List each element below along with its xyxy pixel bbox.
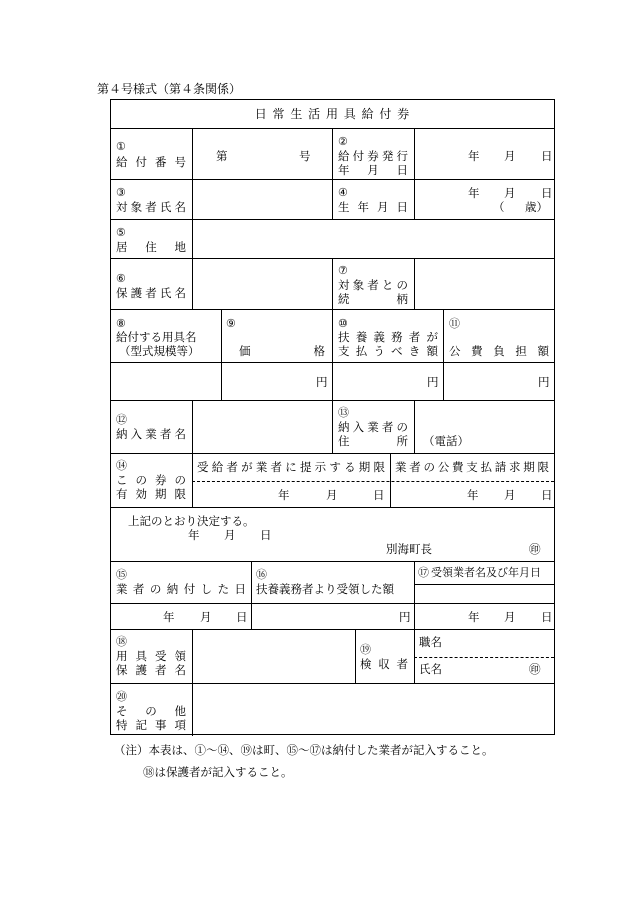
validity2-year-unit: 年 bbox=[467, 488, 479, 502]
col-divider bbox=[192, 453, 193, 507]
vendor-address-label: 納入業者の bbox=[338, 420, 408, 434]
inspector-name-label: 氏名 bbox=[419, 662, 442, 676]
field-number: ⑪ bbox=[449, 317, 460, 330]
col-divider bbox=[192, 629, 193, 736]
voucher-number-dai: 第 bbox=[216, 149, 228, 163]
field-number: ③ bbox=[116, 186, 126, 199]
col-divider bbox=[414, 128, 415, 219]
voucher-form bbox=[110, 99, 555, 735]
age-open: （ bbox=[493, 200, 505, 214]
delivery-month-unit: 月 bbox=[200, 610, 212, 624]
field-number: ② bbox=[338, 135, 348, 148]
other-remarks-label: 特記事項 bbox=[116, 718, 186, 732]
col-divider bbox=[332, 258, 333, 309]
row-divider bbox=[111, 629, 554, 630]
received-amount-label: 扶養義務者より受領した額 bbox=[256, 582, 394, 596]
receipt-month-unit: 月 bbox=[504, 610, 516, 624]
col-divider bbox=[414, 400, 415, 453]
col-divider bbox=[355, 629, 356, 683]
col-divider bbox=[192, 400, 193, 453]
mayor-label: 別海町長 bbox=[386, 542, 432, 556]
row-divider bbox=[111, 219, 554, 220]
item-spec-label: （型式規模等） bbox=[119, 344, 200, 358]
field-number: ⑲ bbox=[360, 643, 371, 656]
note-line-2: ⑱は保護者が記入すること。 bbox=[143, 765, 293, 779]
field-number: ⑨ bbox=[226, 317, 236, 330]
public-burden-label: 公費負担額 bbox=[449, 344, 549, 358]
mayor-seal: ㊞ bbox=[529, 542, 541, 556]
field-number: ⑧ bbox=[116, 317, 126, 330]
issue-year-unit: 年 bbox=[468, 149, 480, 163]
vendor-name-label: 納入業者名 bbox=[116, 427, 186, 441]
address-label: 居住地 bbox=[116, 240, 186, 254]
col-divider bbox=[221, 309, 222, 400]
vendor-address-label-2: 住所 bbox=[338, 434, 408, 448]
guardian-name-label: 保護者氏名 bbox=[116, 286, 186, 300]
voucher-number-label: 給付番号 bbox=[116, 155, 186, 169]
delivery-day-unit: 日 bbox=[236, 610, 248, 624]
obligor-amount-label-2: 支払うべき額 bbox=[338, 344, 438, 358]
row-divider bbox=[414, 584, 554, 585]
field-number: ④ bbox=[338, 186, 348, 199]
inspector-seal: ㊞ bbox=[529, 662, 541, 676]
decision-text: 上記のとおり決定する。 bbox=[128, 514, 255, 528]
field-number: ⑳ bbox=[116, 690, 127, 703]
field-number: ⑭ bbox=[116, 459, 127, 472]
received-yen-unit: 円 bbox=[399, 610, 411, 624]
validity2-day-unit: 日 bbox=[541, 488, 553, 502]
col-divider bbox=[332, 309, 333, 400]
field-number: ⑤ bbox=[116, 226, 126, 239]
dashed-divider bbox=[414, 657, 554, 658]
birth-year-unit: 年 bbox=[468, 186, 480, 200]
field-number: ⑩ bbox=[338, 317, 348, 330]
age-unit: 歳） bbox=[525, 200, 548, 214]
inspector-post-label: 職名 bbox=[419, 635, 442, 649]
decision-month-unit: 月 bbox=[224, 528, 236, 542]
birth-day-unit: 日 bbox=[541, 186, 553, 200]
validity-label: この券の bbox=[116, 473, 186, 487]
col-divider bbox=[192, 258, 193, 309]
col-divider bbox=[251, 561, 252, 629]
field-number: ⑱ bbox=[116, 635, 127, 648]
validity2-month-unit: 月 bbox=[504, 488, 516, 502]
receipt-day-unit: 日 bbox=[541, 610, 553, 624]
price-label: 価格 bbox=[239, 344, 325, 358]
validity1-day-unit: 日 bbox=[373, 488, 385, 502]
field-number: ⑫ bbox=[116, 413, 127, 426]
field-number: ⑯ bbox=[256, 568, 267, 581]
obligor-yen-unit: 円 bbox=[427, 375, 439, 389]
col-divider bbox=[414, 561, 415, 629]
relation-label: 対象者との bbox=[338, 278, 408, 292]
row-divider bbox=[111, 453, 554, 454]
validity1-month-unit: 月 bbox=[326, 488, 338, 502]
other-label: その他 bbox=[116, 704, 186, 718]
item-name-label: 給付する用具名 bbox=[116, 330, 197, 344]
row-divider bbox=[111, 561, 554, 562]
validity-claim-deadline-label: 業者の公費支払請求期限 bbox=[395, 460, 549, 474]
voucher-number-go: 号 bbox=[299, 149, 311, 163]
field-number: ⑦ bbox=[338, 264, 348, 277]
col-divider bbox=[443, 309, 444, 400]
field-number: ⑮ bbox=[116, 568, 127, 581]
issue-date-label-2: 年月日 bbox=[338, 163, 408, 177]
validity-present-deadline-label: 受給者が業者に提示する期限 bbox=[197, 460, 385, 474]
col-divider bbox=[414, 629, 415, 683]
field-number: ⑬ bbox=[338, 406, 349, 419]
birth-month-unit: 月 bbox=[504, 186, 516, 200]
col-divider bbox=[332, 400, 333, 453]
guardian-receipt-label-2: 保護者名 bbox=[116, 663, 186, 677]
delivery-date-label: 業者の納付した日 bbox=[116, 582, 246, 596]
col-divider bbox=[414, 258, 415, 309]
decision-day-unit: 日 bbox=[260, 528, 272, 542]
subject-name-label: 対象者氏名 bbox=[116, 200, 186, 214]
validity-label-2: 有効期限 bbox=[116, 487, 186, 501]
note-line-1: （注）本表は、①～⑭、⑲は町、⑮～⑰は納付した業者が記入すること。 bbox=[114, 743, 494, 757]
issue-date-label: 給付券発行 bbox=[338, 149, 408, 163]
price-yen-unit: 円 bbox=[316, 375, 328, 389]
decision-year-unit: 年 bbox=[188, 528, 200, 542]
vendor-tel-label: （電話） bbox=[423, 434, 469, 448]
obligor-amount-label: 扶養義務者が bbox=[338, 330, 438, 344]
field-number: ⑰ bbox=[418, 566, 429, 579]
validity1-year-unit: 年 bbox=[278, 488, 290, 502]
birth-date-label: 生年月日 bbox=[338, 200, 408, 214]
row-divider bbox=[111, 683, 554, 684]
public-yen-unit: 円 bbox=[538, 375, 550, 389]
form-number: 第４号様式（第４条関係） bbox=[97, 82, 242, 96]
field-number: ① bbox=[116, 140, 126, 153]
dashed-divider bbox=[192, 481, 554, 482]
col-divider bbox=[332, 128, 333, 219]
col-divider bbox=[192, 128, 193, 179]
col-divider bbox=[192, 219, 193, 258]
delivery-year-unit: 年 bbox=[163, 610, 175, 624]
relation-label-2: 続柄 bbox=[338, 292, 408, 306]
receipt-year-unit: 年 bbox=[468, 610, 480, 624]
row-divider bbox=[111, 603, 554, 604]
field-number: ⑥ bbox=[116, 272, 126, 285]
col-divider bbox=[192, 179, 193, 219]
inspector-label: 検収者 bbox=[360, 657, 408, 671]
row-divider bbox=[111, 507, 554, 508]
guardian-receipt-label: 用具受領 bbox=[116, 649, 186, 663]
receipt-vendor-label: 受領業者名及び年月日 bbox=[431, 566, 541, 579]
issue-day-unit: 日 bbox=[541, 149, 553, 163]
form-title: 日 常 生 活 用 具 給 付 券 bbox=[254, 107, 411, 121]
issue-month-unit: 月 bbox=[504, 149, 516, 163]
col-divider bbox=[390, 453, 391, 507]
